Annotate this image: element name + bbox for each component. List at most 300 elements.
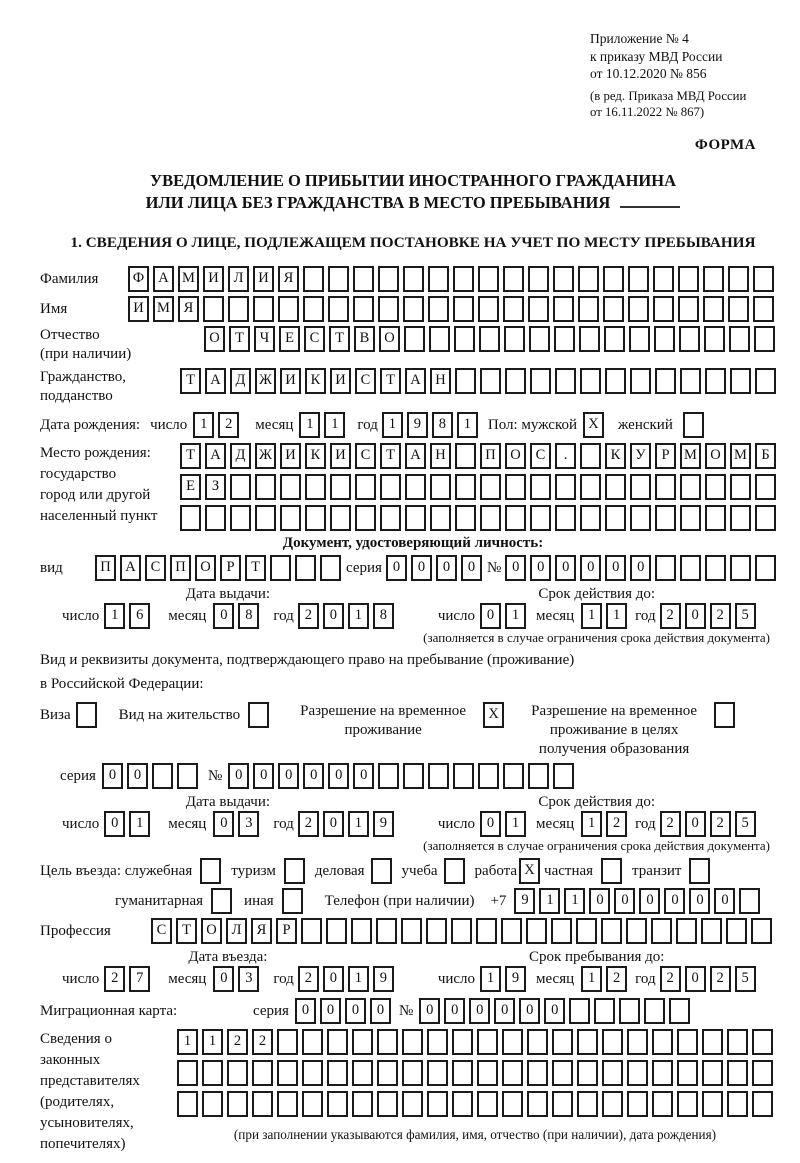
char-cell[interactable]	[476, 918, 497, 944]
char-cell[interactable]: Д	[230, 368, 251, 394]
char-cell[interactable]	[701, 918, 722, 944]
char-cell[interactable]: 0	[253, 763, 274, 789]
char-cell[interactable]: 7	[129, 966, 150, 992]
char-cell[interactable]: 0	[505, 555, 526, 581]
char-cell[interactable]: 2	[710, 811, 731, 837]
char-cell[interactable]: 1	[348, 603, 369, 629]
char-cell[interactable]	[603, 266, 624, 292]
char-cell[interactable]: О	[201, 918, 222, 944]
char-cell[interactable]	[428, 266, 449, 292]
char-cell[interactable]: М	[730, 443, 751, 469]
char-cell[interactable]	[755, 505, 776, 531]
char-cell[interactable]	[305, 505, 326, 531]
char-cell[interactable]	[352, 1060, 373, 1086]
char-cell[interactable]	[678, 296, 699, 322]
char-cell[interactable]	[503, 296, 524, 322]
char-cell[interactable]	[302, 1060, 323, 1086]
char-cell[interactable]	[327, 1029, 348, 1055]
char-cell[interactable]	[402, 1091, 423, 1117]
char-cell[interactable]: С	[145, 555, 166, 581]
char-cell[interactable]	[480, 505, 501, 531]
char-cell[interactable]: И	[280, 368, 301, 394]
char-cell[interactable]	[480, 368, 501, 394]
char-cell[interactable]	[501, 918, 522, 944]
char-cell[interactable]	[680, 505, 701, 531]
char-cell[interactable]: 9	[407, 412, 428, 438]
char-cell[interactable]	[230, 505, 251, 531]
char-cell[interactable]: 1	[581, 603, 602, 629]
char-cell[interactable]: 1	[348, 966, 369, 992]
char-cell[interactable]	[402, 1029, 423, 1055]
char-cell[interactable]: Т	[229, 326, 250, 352]
char-cell[interactable]	[277, 1029, 298, 1055]
char-cell[interactable]: И	[330, 443, 351, 469]
char-cell[interactable]: С	[530, 443, 551, 469]
char-cell[interactable]	[427, 1029, 448, 1055]
char-cell[interactable]: 1	[299, 412, 320, 438]
char-cell[interactable]	[729, 326, 750, 352]
char-cell[interactable]: 0	[328, 763, 349, 789]
char-cell[interactable]: X	[483, 702, 504, 728]
char-cell[interactable]	[644, 998, 665, 1024]
char-cell[interactable]	[505, 474, 526, 500]
char-cell[interactable]	[327, 1091, 348, 1117]
char-cell[interactable]	[605, 368, 626, 394]
char-cell[interactable]	[280, 474, 301, 500]
char-cell[interactable]	[652, 1091, 673, 1117]
char-cell[interactable]: Ж	[255, 368, 276, 394]
char-cell[interactable]	[455, 474, 476, 500]
char-cell[interactable]: З	[205, 474, 226, 500]
char-cell[interactable]	[477, 1029, 498, 1055]
char-cell[interactable]: 3	[238, 966, 259, 992]
char-cell[interactable]	[452, 1091, 473, 1117]
char-cell[interactable]	[652, 1060, 673, 1086]
char-cell[interactable]	[429, 326, 450, 352]
char-cell[interactable]	[352, 1091, 373, 1117]
char-cell[interactable]	[371, 858, 392, 884]
char-cell[interactable]	[328, 266, 349, 292]
char-cell[interactable]	[630, 474, 651, 500]
char-cell[interactable]	[526, 918, 547, 944]
char-cell[interactable]: А	[405, 443, 426, 469]
char-cell[interactable]: 1	[193, 412, 214, 438]
char-cell[interactable]	[676, 918, 697, 944]
char-cell[interactable]: Я	[251, 918, 272, 944]
char-cell[interactable]: 0	[544, 998, 565, 1024]
char-cell[interactable]	[530, 505, 551, 531]
char-cell[interactable]	[479, 326, 500, 352]
char-cell[interactable]	[305, 474, 326, 500]
char-cell[interactable]	[730, 505, 751, 531]
char-cell[interactable]	[529, 326, 550, 352]
char-cell[interactable]	[504, 326, 525, 352]
char-cell[interactable]	[680, 474, 701, 500]
char-cell[interactable]	[727, 1091, 748, 1117]
char-cell[interactable]	[177, 1060, 198, 1086]
char-cell[interactable]	[628, 296, 649, 322]
char-cell[interactable]	[580, 474, 601, 500]
char-cell[interactable]	[478, 296, 499, 322]
char-cell[interactable]	[630, 505, 651, 531]
char-cell[interactable]	[503, 763, 524, 789]
char-cell[interactable]	[702, 1029, 723, 1055]
char-cell[interactable]: А	[205, 443, 226, 469]
char-cell[interactable]	[754, 326, 775, 352]
char-cell[interactable]: 0	[320, 998, 341, 1024]
char-cell[interactable]	[655, 555, 676, 581]
char-cell[interactable]	[655, 368, 676, 394]
char-cell[interactable]	[252, 1091, 273, 1117]
char-cell[interactable]	[502, 1091, 523, 1117]
char-cell[interactable]	[430, 474, 451, 500]
char-cell[interactable]: О	[705, 443, 726, 469]
char-cell[interactable]	[752, 1029, 773, 1055]
char-cell[interactable]	[580, 505, 601, 531]
char-cell[interactable]: 1	[324, 412, 345, 438]
char-cell[interactable]	[453, 296, 474, 322]
char-cell[interactable]	[555, 505, 576, 531]
char-cell[interactable]	[619, 998, 640, 1024]
char-cell[interactable]: 9	[505, 966, 526, 992]
char-cell[interactable]	[376, 918, 397, 944]
char-cell[interactable]	[302, 1091, 323, 1117]
char-cell[interactable]: 0	[685, 966, 706, 992]
char-cell[interactable]	[404, 326, 425, 352]
char-cell[interactable]: 1	[581, 811, 602, 837]
char-cell[interactable]	[284, 858, 305, 884]
char-cell[interactable]: 0	[480, 603, 501, 629]
char-cell[interactable]	[602, 1029, 623, 1055]
char-cell[interactable]	[753, 296, 774, 322]
char-cell[interactable]	[679, 326, 700, 352]
char-cell[interactable]	[703, 296, 724, 322]
char-cell[interactable]	[626, 918, 647, 944]
char-cell[interactable]	[553, 763, 574, 789]
char-cell[interactable]: 8	[373, 603, 394, 629]
char-cell[interactable]: 0	[589, 888, 610, 914]
char-cell[interactable]	[627, 1029, 648, 1055]
char-cell[interactable]	[605, 505, 626, 531]
char-cell[interactable]	[554, 326, 575, 352]
char-cell[interactable]: 8	[432, 412, 453, 438]
char-cell[interactable]	[177, 763, 198, 789]
char-cell[interactable]: 1	[348, 811, 369, 837]
char-cell[interactable]	[327, 1060, 348, 1086]
char-cell[interactable]: С	[355, 368, 376, 394]
char-cell[interactable]: В	[354, 326, 375, 352]
char-cell[interactable]: 9	[514, 888, 535, 914]
char-cell[interactable]	[403, 266, 424, 292]
char-cell[interactable]	[277, 1091, 298, 1117]
char-cell[interactable]	[603, 296, 624, 322]
char-cell[interactable]	[378, 296, 399, 322]
char-cell[interactable]	[444, 858, 465, 884]
char-cell[interactable]: И	[128, 296, 149, 322]
char-cell[interactable]	[401, 918, 422, 944]
char-cell[interactable]	[552, 1060, 573, 1086]
char-cell[interactable]	[278, 296, 299, 322]
char-cell[interactable]: Е	[279, 326, 300, 352]
char-cell[interactable]	[728, 296, 749, 322]
char-cell[interactable]	[530, 368, 551, 394]
char-cell[interactable]: Н	[430, 443, 451, 469]
char-cell[interactable]: 0	[664, 888, 685, 914]
char-cell[interactable]: 0	[323, 603, 344, 629]
char-cell[interactable]	[205, 505, 226, 531]
char-cell[interactable]: 9	[373, 811, 394, 837]
char-cell[interactable]: 1	[505, 603, 526, 629]
char-cell[interactable]: П	[480, 443, 501, 469]
char-cell[interactable]	[455, 368, 476, 394]
char-cell[interactable]	[326, 918, 347, 944]
char-cell[interactable]	[453, 763, 474, 789]
char-cell[interactable]	[453, 266, 474, 292]
char-cell[interactable]: 0	[419, 998, 440, 1024]
char-cell[interactable]	[430, 505, 451, 531]
char-cell[interactable]	[602, 1091, 623, 1117]
char-cell[interactable]	[330, 474, 351, 500]
char-cell[interactable]: Т	[176, 918, 197, 944]
char-cell[interactable]: 0	[639, 888, 660, 914]
char-cell[interactable]	[320, 555, 341, 581]
char-cell[interactable]	[653, 266, 674, 292]
char-cell[interactable]	[569, 998, 590, 1024]
char-cell[interactable]: С	[151, 918, 172, 944]
char-cell[interactable]	[426, 918, 447, 944]
char-cell[interactable]	[380, 505, 401, 531]
char-cell[interactable]	[502, 1060, 523, 1086]
char-cell[interactable]: И	[330, 368, 351, 394]
char-cell[interactable]	[405, 505, 426, 531]
char-cell[interactable]	[202, 1060, 223, 1086]
char-cell[interactable]	[355, 505, 376, 531]
char-cell[interactable]	[377, 1060, 398, 1086]
char-cell[interactable]	[730, 555, 751, 581]
char-cell[interactable]	[652, 1029, 673, 1055]
char-cell[interactable]: И	[280, 443, 301, 469]
char-cell[interactable]	[403, 296, 424, 322]
char-cell[interactable]	[76, 702, 97, 728]
char-cell[interactable]: Я	[178, 296, 199, 322]
char-cell[interactable]	[669, 998, 690, 1024]
char-cell[interactable]: 1	[177, 1029, 198, 1055]
char-cell[interactable]: 0	[685, 811, 706, 837]
char-cell[interactable]: 0	[494, 998, 515, 1024]
char-cell[interactable]: Ч	[254, 326, 275, 352]
char-cell[interactable]	[702, 1091, 723, 1117]
char-cell[interactable]	[677, 1060, 698, 1086]
char-cell[interactable]: 0	[323, 966, 344, 992]
char-cell[interactable]: 0	[278, 763, 299, 789]
char-cell[interactable]	[428, 763, 449, 789]
char-cell[interactable]	[680, 555, 701, 581]
char-cell[interactable]	[202, 1091, 223, 1117]
char-cell[interactable]	[177, 1091, 198, 1117]
char-cell[interactable]	[580, 443, 601, 469]
char-cell[interactable]	[655, 505, 676, 531]
char-cell[interactable]	[752, 1060, 773, 1086]
char-cell[interactable]	[380, 474, 401, 500]
char-cell[interactable]: 0	[461, 555, 482, 581]
char-cell[interactable]	[677, 1029, 698, 1055]
char-cell[interactable]: О	[379, 326, 400, 352]
char-cell[interactable]: 2	[298, 603, 319, 629]
char-cell[interactable]	[301, 918, 322, 944]
char-cell[interactable]: 1	[202, 1029, 223, 1055]
char-cell[interactable]: 0	[213, 603, 234, 629]
char-cell[interactable]: 1	[480, 966, 501, 992]
char-cell[interactable]: У	[630, 443, 651, 469]
char-cell[interactable]	[629, 326, 650, 352]
char-cell[interactable]: 1	[539, 888, 560, 914]
char-cell[interactable]: И	[253, 266, 274, 292]
char-cell[interactable]: С	[304, 326, 325, 352]
char-cell[interactable]: Л	[226, 918, 247, 944]
char-cell[interactable]	[651, 918, 672, 944]
char-cell[interactable]	[527, 1091, 548, 1117]
char-cell[interactable]	[451, 918, 472, 944]
char-cell[interactable]: 0	[370, 998, 391, 1024]
char-cell[interactable]	[594, 998, 615, 1024]
char-cell[interactable]: .	[555, 443, 576, 469]
char-cell[interactable]	[751, 918, 772, 944]
char-cell[interactable]: 0	[213, 811, 234, 837]
char-cell[interactable]	[730, 368, 751, 394]
char-cell[interactable]: 5	[735, 811, 756, 837]
char-cell[interactable]	[755, 368, 776, 394]
char-cell[interactable]	[353, 296, 374, 322]
char-cell[interactable]	[552, 1029, 573, 1055]
char-cell[interactable]: 2	[298, 811, 319, 837]
char-cell[interactable]	[654, 326, 675, 352]
char-cell[interactable]	[255, 474, 276, 500]
char-cell[interactable]	[689, 858, 710, 884]
char-cell[interactable]	[552, 1091, 573, 1117]
char-cell[interactable]	[705, 555, 726, 581]
char-cell[interactable]	[353, 266, 374, 292]
char-cell[interactable]: К	[305, 368, 326, 394]
char-cell[interactable]	[576, 918, 597, 944]
char-cell[interactable]	[604, 326, 625, 352]
char-cell[interactable]: Н	[430, 368, 451, 394]
char-cell[interactable]	[454, 326, 475, 352]
char-cell[interactable]	[211, 888, 232, 914]
char-cell[interactable]	[727, 1060, 748, 1086]
char-cell[interactable]: Р	[655, 443, 676, 469]
char-cell[interactable]: Р	[220, 555, 241, 581]
char-cell[interactable]	[477, 1091, 498, 1117]
char-cell[interactable]: Я	[278, 266, 299, 292]
char-cell[interactable]: 0	[614, 888, 635, 914]
char-cell[interactable]: 0	[605, 555, 626, 581]
char-cell[interactable]: 1	[505, 811, 526, 837]
char-cell[interactable]: 5	[735, 603, 756, 629]
char-cell[interactable]: 0	[530, 555, 551, 581]
char-cell[interactable]: 2	[606, 811, 627, 837]
char-cell[interactable]: 1	[564, 888, 585, 914]
char-cell[interactable]: 1	[129, 811, 150, 837]
char-cell[interactable]: 1	[457, 412, 478, 438]
char-cell[interactable]	[683, 412, 704, 438]
char-cell[interactable]	[478, 763, 499, 789]
char-cell[interactable]: А	[205, 368, 226, 394]
char-cell[interactable]: Б	[755, 443, 776, 469]
char-cell[interactable]	[228, 296, 249, 322]
char-cell[interactable]	[328, 296, 349, 322]
char-cell[interactable]	[330, 505, 351, 531]
char-cell[interactable]	[427, 1060, 448, 1086]
char-cell[interactable]: 0	[303, 763, 324, 789]
char-cell[interactable]	[351, 918, 372, 944]
char-cell[interactable]: 0	[436, 555, 457, 581]
char-cell[interactable]: Т	[245, 555, 266, 581]
char-cell[interactable]: 0	[295, 998, 316, 1024]
char-cell[interactable]	[653, 296, 674, 322]
char-cell[interactable]	[705, 368, 726, 394]
char-cell[interactable]	[152, 763, 173, 789]
char-cell[interactable]	[253, 296, 274, 322]
char-cell[interactable]: П	[95, 555, 116, 581]
char-cell[interactable]	[377, 1029, 398, 1055]
char-cell[interactable]: Ж	[255, 443, 276, 469]
char-cell[interactable]	[302, 1029, 323, 1055]
char-cell[interactable]	[728, 266, 749, 292]
char-cell[interactable]	[227, 1091, 248, 1117]
char-cell[interactable]: 2	[298, 966, 319, 992]
char-cell[interactable]: 9	[373, 966, 394, 992]
char-cell[interactable]	[378, 266, 399, 292]
char-cell[interactable]	[577, 1091, 598, 1117]
char-cell[interactable]	[403, 763, 424, 789]
char-cell[interactable]	[755, 474, 776, 500]
char-cell[interactable]: О	[505, 443, 526, 469]
char-cell[interactable]: Т	[180, 368, 201, 394]
char-cell[interactable]	[255, 505, 276, 531]
char-cell[interactable]: 0	[102, 763, 123, 789]
char-cell[interactable]	[677, 1091, 698, 1117]
char-cell[interactable]: Р	[276, 918, 297, 944]
char-cell[interactable]	[227, 1060, 248, 1086]
char-cell[interactable]: 0	[689, 888, 710, 914]
char-cell[interactable]	[478, 266, 499, 292]
char-cell[interactable]	[555, 368, 576, 394]
char-cell[interactable]	[528, 296, 549, 322]
char-cell[interactable]	[502, 1029, 523, 1055]
char-cell[interactable]: Е	[180, 474, 201, 500]
char-cell[interactable]: 8	[238, 603, 259, 629]
char-cell[interactable]	[753, 266, 774, 292]
char-cell[interactable]: Т	[180, 443, 201, 469]
char-cell[interactable]	[530, 474, 551, 500]
char-cell[interactable]: П	[170, 555, 191, 581]
char-cell[interactable]	[352, 1029, 373, 1055]
char-cell[interactable]	[427, 1091, 448, 1117]
char-cell[interactable]: 2	[660, 811, 681, 837]
char-cell[interactable]	[377, 1091, 398, 1117]
char-cell[interactable]	[303, 296, 324, 322]
char-cell[interactable]	[577, 1029, 598, 1055]
char-cell[interactable]: Ф	[128, 266, 149, 292]
char-cell[interactable]: М	[178, 266, 199, 292]
char-cell[interactable]: X	[583, 412, 604, 438]
char-cell[interactable]: О	[195, 555, 216, 581]
char-cell[interactable]	[455, 443, 476, 469]
char-cell[interactable]	[702, 1060, 723, 1086]
char-cell[interactable]: 0	[127, 763, 148, 789]
char-cell[interactable]: К	[605, 443, 626, 469]
char-cell[interactable]	[730, 474, 751, 500]
